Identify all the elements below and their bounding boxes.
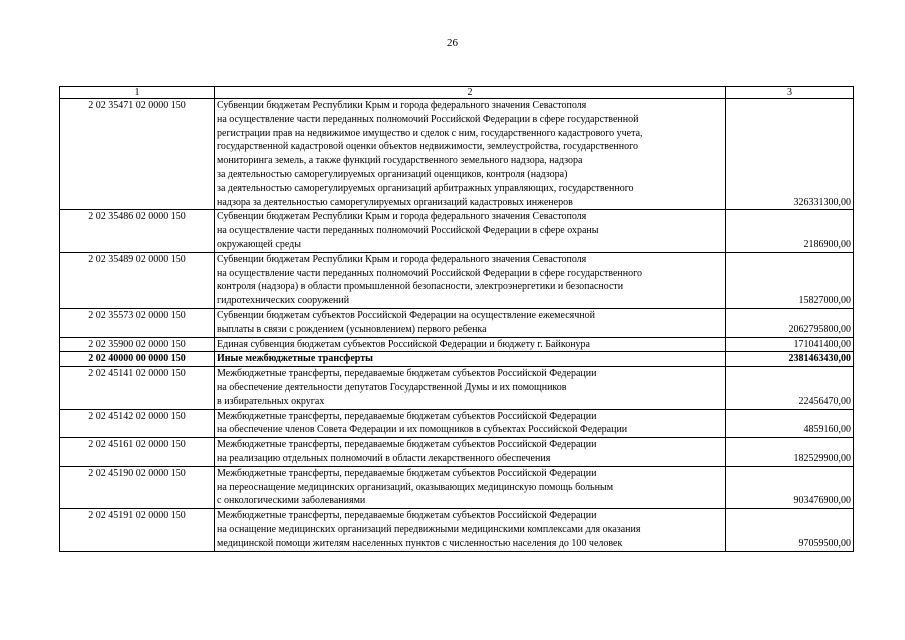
budget-code-cell: 2 02 35489 02 0000 150 <box>60 252 215 308</box>
description-line: на реализацию отдельных полномочий в области лекарственного обеспечения <box>217 452 551 464</box>
description-line: на переоснащение медицинских организаций, оказывающих медицинскую помощь больным <box>217 481 614 493</box>
amount-cell: 97059500,00 <box>726 509 854 551</box>
table-row <box>60 367 854 409</box>
budget-code-cell: 2 02 45190 02 0000 150 <box>60 466 215 508</box>
amount-cell: 326331300,00 <box>726 99 854 210</box>
description-line: за деятельностью саморегулируемых организаций арбитражных управляющих, государственного <box>217 182 634 194</box>
budget-table-body <box>60 87 854 552</box>
description-cell <box>215 466 726 508</box>
table-row <box>60 466 854 508</box>
description-line: гидротехнических сооружений <box>217 295 350 307</box>
description-line: мониторинга земель, а также функций государственного земельного надзора, надзора <box>217 155 583 167</box>
table-row <box>60 509 854 551</box>
description-line: Межбюджетные трансферты, передаваемые бюджетам субъектов Российской Федерации <box>217 510 597 522</box>
table-row <box>60 352 854 367</box>
budget-code-cell: 2 02 35486 02 0000 150 <box>60 210 215 252</box>
description-cell <box>215 438 726 467</box>
budget-code-cell: 2 02 40000 00 0000 150 <box>60 352 215 367</box>
budget-code-cell: 2 02 35573 02 0000 150 <box>60 308 215 337</box>
description-line: выплаты в связи с рождением (усыновлением) первого ребенка <box>217 323 487 335</box>
description-line: на обеспечение деятельности депутатов Государственной Думы и их помощников <box>217 381 567 393</box>
description-cell <box>215 352 726 367</box>
budget-code-cell: 2 02 45191 02 0000 150 <box>60 509 215 551</box>
table-header-row <box>60 87 854 99</box>
table-row <box>60 337 854 352</box>
table-row <box>60 210 854 252</box>
amount-cell: 182529900,00 <box>726 438 854 467</box>
description-cell <box>215 308 726 337</box>
amount-cell: 2062795800,00 <box>726 308 854 337</box>
description-line: государственной кадастровой оценки объектов недвижимости, землеустройства, государственного <box>217 141 638 153</box>
amount-cell: 171041400,00 <box>726 337 854 352</box>
description-cell <box>215 252 726 308</box>
description-line: на осуществление части переданных полномочий Российской Федерации в сфере государственной <box>217 113 639 125</box>
description-line: на осуществление части переданных полномочий Российской Федерации в сфере охраны <box>217 225 599 237</box>
table-row <box>60 252 854 308</box>
column-header-2: 2 <box>215 87 726 99</box>
amount-cell: 22456470,00 <box>726 367 854 409</box>
table-row <box>60 438 854 467</box>
description-line: в избирательных округах <box>217 395 325 407</box>
description-line: надзора за деятельностью саморегулируемых организаций кадастровых инженеров <box>217 196 573 208</box>
column-header-1: 1 <box>60 87 215 99</box>
description-cell <box>215 99 726 210</box>
description-line: Иные межбюджетные трансферты <box>217 353 373 365</box>
description-line: Межбюджетные трансферты, передаваемые бюджетам субъектов Российской Федерации <box>217 410 597 422</box>
budget-code-cell: 2 02 45141 02 0000 150 <box>60 367 215 409</box>
amount-cell: 4859160,00 <box>726 409 854 438</box>
description-line: Субвенции бюджетам Республики Крым и города федерального значения Севастополя <box>217 253 587 265</box>
amount-cell: 903476900,00 <box>726 466 854 508</box>
description-line: Субвенции бюджетам Республики Крым и города федерального значения Севастополя <box>217 100 587 111</box>
description-line: Единая субвенция бюджетам субъектов Российской Федерации и бюджету г. Байконура <box>217 338 590 350</box>
description-line: регистрации прав на недвижимое имущество и сделок с ним, государственного кадастрового учета, <box>217 127 643 139</box>
description-line: на осуществление части переданных полномочий Российской Федерации в сфере государственного <box>217 267 642 279</box>
amount-cell: 2186900,00 <box>726 210 854 252</box>
budget-code-cell: 2 02 45142 02 0000 150 <box>60 409 215 438</box>
budget-code-cell: 2 02 35900 02 0000 150 <box>60 337 215 352</box>
description-cell <box>215 337 726 352</box>
amount-cell: 2381463430,00 <box>726 352 854 367</box>
description-line: за деятельностью саморегулируемых организаций оценщиков, контроля (надзора) <box>217 168 568 180</box>
description-cell <box>215 210 726 252</box>
description-line: Субвенции бюджетам Республики Крым и города федерального значения Севастополя <box>217 211 587 223</box>
description-line: с онкологическими заболеваниями <box>217 495 366 507</box>
column-header-3: 3 <box>726 87 854 99</box>
table-row <box>60 308 854 337</box>
budget-code-cell: 2 02 45161 02 0000 150 <box>60 438 215 467</box>
description-line: Субвенции бюджетам субъектов Российской Федерации на осуществление ежемесячной <box>217 309 595 321</box>
page-number: 26 <box>447 37 458 49</box>
table-row <box>60 99 854 210</box>
budget-table <box>59 86 854 552</box>
description-line: контроля (надзора) в области промышленной безопасности, электроэнергетики и безопасности <box>217 281 624 293</box>
description-line: на обеспечение членов Совета Федерации и их помощников в субъектах Российской Федерации <box>217 424 628 436</box>
description-line: на оснащение медицинских организаций передвижными медицинскими комплексами для оказания <box>217 523 641 535</box>
description-line: Межбюджетные трансферты, передаваемые бюджетам субъектов Российской Федерации <box>217 467 597 479</box>
description-cell <box>215 409 726 438</box>
description-line: окружающей среды <box>217 238 301 250</box>
description-line: Межбюджетные трансферты, передаваемые бюджетам субъектов Российской Федерации <box>217 439 597 451</box>
description-cell <box>215 367 726 409</box>
description-line: Межбюджетные трансферты, передаваемые бюджетам субъектов Российской Федерации <box>217 368 597 380</box>
amount-cell: 15827000,00 <box>726 252 854 308</box>
description-cell <box>215 509 726 551</box>
table-row <box>60 409 854 438</box>
budget-code-cell: 2 02 35471 02 0000 150 <box>60 99 215 210</box>
description-line: медицинской помощи жителям населенных пунктов с численностью населения до 100 человек <box>217 537 623 549</box>
